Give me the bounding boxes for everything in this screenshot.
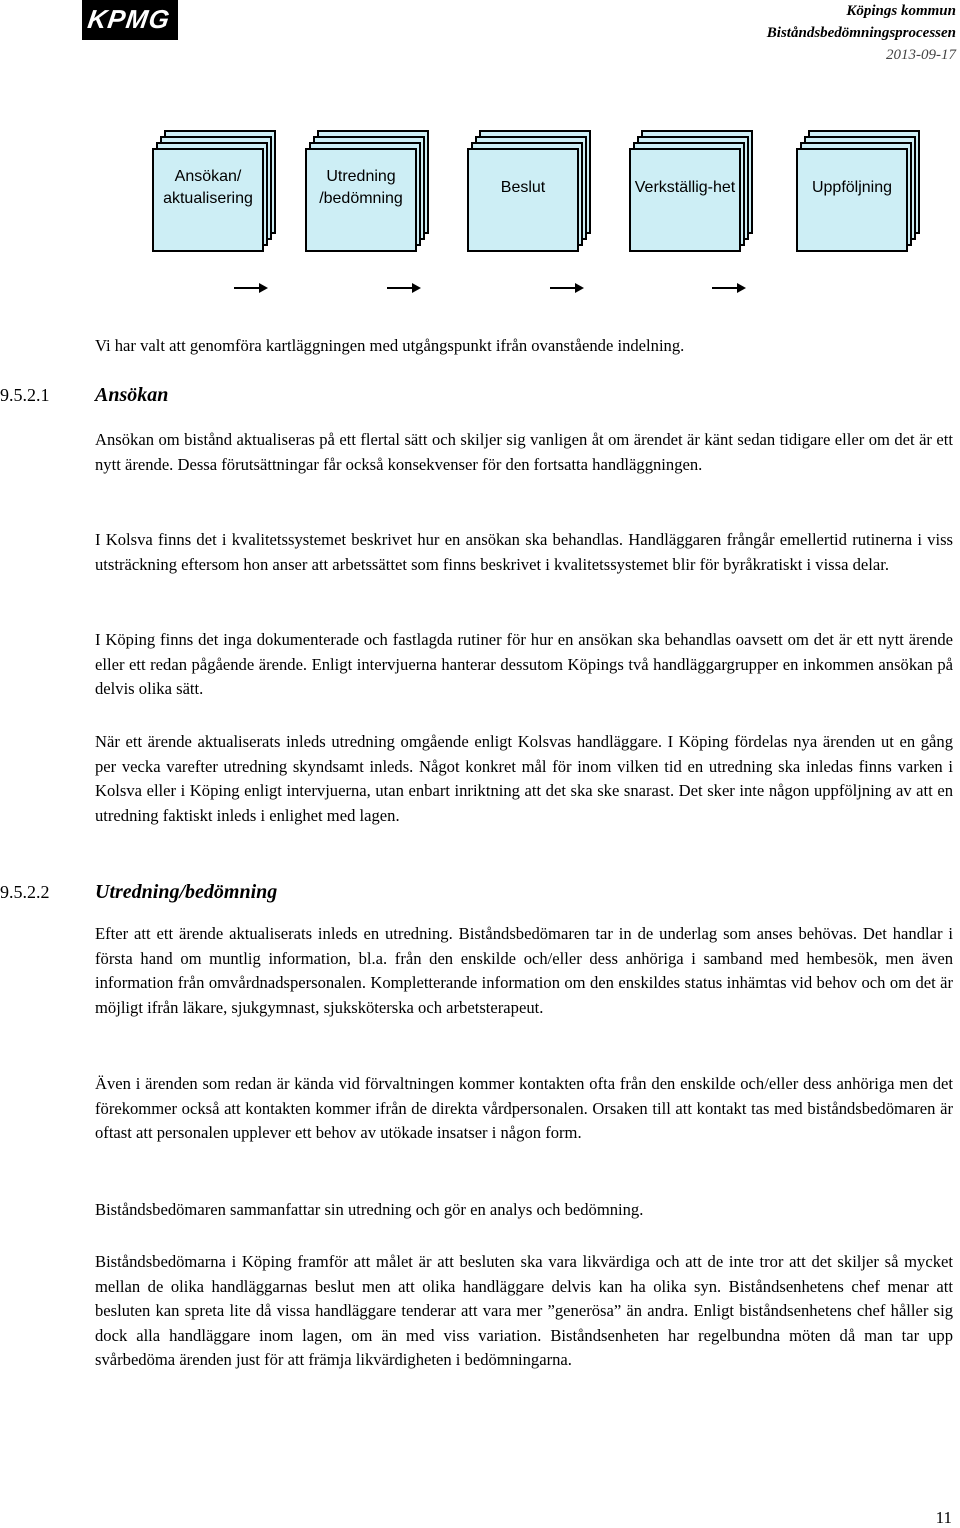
flow-arrow-icon	[232, 278, 268, 298]
paragraph: Efter att ett ärende aktualiserats inleds en utredning. Biståndsbedömaren tar in de underlag som anses behövas. Det handlar i första hand om muntlig information, bl.a. från den enskilde och/eller dess anhöriga i samband med hembesök, men även information från omvårdnadspersonalen. Kompletterande information om den enskildes status inhämtas vid behov och om det är möjligt ifrån läkare, sjukgymnast, sjuksköterska och arbetsterapeut.	[95, 924, 953, 1017]
paragraph: Biståndsbedömarna i Köping framför att målet är att besluten ska vara likvärdiga och att de inte tror att det skiljer så mycket mellan de olika handläggarnas beslut men att olika handläggare delvis kan ha olika syn. Biståndsenhetens chef menar att besluten kan spreta lite då vissa handläggare tenderar att vara mer ”generösa” än andra. Enligt biståndsenhetens chef håller sig dock alla handläggare inom lagen, om än med viss variation. Biståndsenheten har regelbundna möten då man tar upp svårbedöma ärenden just för att främja likvärdigheten i bedömningarna.	[95, 1252, 953, 1370]
flow-step-label: Utredning /bedömning	[319, 168, 403, 207]
section-title: Utredning/bedömning	[95, 881, 278, 903]
flow-arrow-icon	[385, 278, 421, 298]
flow-step-beslut	[467, 130, 595, 256]
flow-step-label: Uppföljning	[811, 179, 893, 196]
flow-arrow-icon	[548, 278, 584, 298]
header-process: Biståndsbedömningsprocessen	[766, 25, 956, 41]
flow-step-label: Verkställig-het	[634, 179, 736, 196]
paragraph: I Kolsva finns det i kvalitetssystemet beskrivet hur en ansökan ska behandlas. Handläggaren frångår emellertid rutinerna i viss utsträckning eftersom hon anser att arbetssättet som finns beskrivet i kvalitetssystemet blir för byråkratiskt i vissa delar.	[95, 530, 953, 574]
header-date: 2013-09-17	[886, 47, 956, 63]
header-organization: Köpings kommun	[846, 3, 956, 19]
flow-arrow-icon	[710, 278, 746, 298]
kpmg-logo	[82, 0, 178, 40]
page-number: 11	[935, 1508, 952, 1527]
flow-step-label: Ansökan/ aktualisering	[163, 168, 253, 207]
flow-step-ansokan	[152, 130, 280, 256]
paragraph: Även i ärenden som redan är kända vid förvaltningen kommer kontakten ofta från den enskilde och/eller dess anhöriga men det förekommer också att kontakten kommer ifrån de direkta vårdpersonalen. Orsaken till att kontakt tas med biståndsbedömaren är oftast att personalen upplever ett behov av utökade insatser i någon form.	[95, 1074, 953, 1143]
logo-text: KPMG	[85, 4, 173, 34]
paragraph: Ansökan om bistånd aktualiseras på ett flertal sätt och skiljer sig vanligen åt om ärendet är känt sedan tidigare eller om det är ett nytt ärende. Dessa förutsättningar får också konsekvenser för den fortsatta handläggningen.	[95, 430, 953, 474]
flow-step-label: Beslut	[500, 179, 546, 196]
flow-step-uppfoljning	[796, 130, 924, 256]
section-number: 9.5.2.2	[0, 882, 50, 902]
paragraph: I Köping finns det inga dokumenterade och fastlagda rutiner för hur en ansökan ska behandlas oavsett om det är ett nytt ärende eller ett redan pågående ärende. Enligt intervjuerna hanterar dessutom Köpings två handläggargrupper en inkommen ansökan på delvis olika sätt.	[95, 630, 953, 699]
flow-step-verkstallighet	[629, 130, 757, 256]
intro-paragraph: Vi har valt att genomföra kartläggningen med utgångspunkt ifrån ovanstående indelning.	[95, 336, 685, 355]
paragraph: Biståndsbedömaren sammanfattar sin utredning och gör en analys och bedömning.	[95, 1200, 644, 1219]
section-title: Ansökan	[95, 384, 169, 406]
flow-step-utredning	[305, 130, 433, 256]
section-number: 9.5.2.1	[0, 385, 50, 405]
paragraph: När ett ärende aktualiserats inleds utredning omgående enligt Kolsvas handläggare. I Köping fördelas nya ärenden ut en gång per vecka varefter utredning skyndsamt inleds. Något konkret mål för inom vilken tid en utredning ska inledas finns varken i Kolsva eller i Köping enligt intervjuerna, utan enbart inriktning att det ska ske snarast. Det sker inte någon uppföljning av att en utredning faktiskt inleds i enlighet med lagen.	[95, 732, 953, 825]
